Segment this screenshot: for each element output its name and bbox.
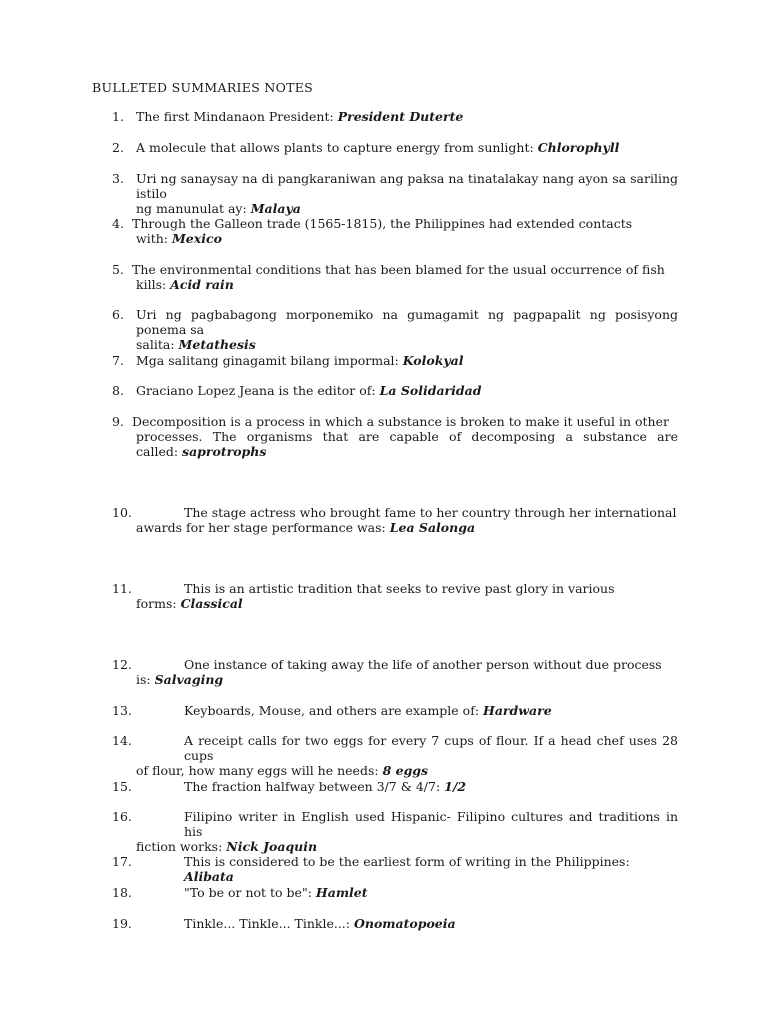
item-answer: Metathesis	[178, 337, 256, 352]
item-answer: Kolokyal	[402, 353, 464, 368]
list-item	[112, 779, 678, 794]
list-item	[112, 854, 678, 884]
list-item	[112, 262, 678, 292]
item-question: salita:	[136, 337, 179, 352]
item-number: 19.	[112, 916, 132, 931]
item-answer: Salvaging	[154, 672, 224, 687]
item-number: 3.	[112, 171, 124, 186]
item-question-line: Uri ng pagbabagong morponemiko na gumagamit ng pagpapalit ng posisyong ponema sa	[136, 307, 678, 337]
list-item	[112, 140, 678, 155]
item-answer: Alibata	[184, 869, 234, 884]
item-question-line: One instance of taking away the life of another person without due process	[184, 657, 662, 672]
item-answer: La Solidaridad	[379, 383, 482, 398]
item-number: 9.	[112, 414, 124, 429]
list-item	[112, 809, 678, 854]
item-answer: Lea Salonga	[389, 520, 476, 535]
item-answer: Onomatopoeia	[353, 916, 456, 931]
item-question: called:	[136, 444, 183, 459]
item-question: forms:	[136, 596, 181, 611]
item-number: 15.	[112, 779, 132, 794]
item-number: 13.	[112, 703, 132, 718]
item-answer: Hamlet	[315, 885, 368, 900]
list-item	[112, 171, 678, 216]
item-question: The fraction halfway between 3/7 & 4/7:	[184, 779, 445, 794]
item-question-line: Decomposition is a process in which a substance is broken to make it useful in other	[132, 414, 669, 429]
list-item	[112, 916, 678, 931]
item-number: 5.	[112, 262, 124, 277]
item-answer: 1/2	[444, 779, 467, 794]
item-number: 4.	[112, 216, 124, 231]
item-number: 16.	[112, 809, 132, 824]
page-title: BULLETED SUMMARIES NOTES	[92, 80, 314, 95]
list-item	[112, 307, 678, 352]
item-question-line: processes. The organisms that are capable of decomposing a substance are	[136, 429, 678, 444]
item-answer: Mexico	[171, 231, 222, 246]
item-question: Mga salitang ginagamit bilang impormal:	[136, 353, 403, 368]
item-question: ng manunulat ay:	[136, 201, 251, 216]
list-item	[112, 109, 678, 124]
item-question: This is considered to be the earliest form of writing in the Philippines:	[184, 854, 630, 869]
list-item	[112, 733, 678, 778]
item-number: 8.	[112, 383, 124, 398]
item-number: 17.	[112, 854, 132, 869]
item-question: A molecule that allows plants to capture energy from sunlight:	[136, 140, 538, 155]
item-answer: Classical	[180, 596, 243, 611]
item-question: fiction works:	[136, 839, 227, 854]
item-question-line: Uri ng sanaysay na di pangkaraniwan ang paksa na tinatalakay nang ayon sa sariling istilo	[136, 171, 678, 201]
item-question: is:	[136, 672, 155, 687]
list-item	[112, 414, 678, 459]
list-item	[112, 885, 678, 900]
item-number: 6.	[112, 307, 124, 322]
item-answer: saprotrophs	[182, 444, 267, 459]
list-item	[112, 383, 678, 398]
item-number: 11.	[112, 581, 132, 596]
item-question-line: Through the Galleon trade (1565-1815), the Philippines had extended contacts	[132, 216, 633, 231]
item-answer: 8 eggs	[382, 763, 429, 778]
item-number: 7.	[112, 353, 124, 368]
list-item	[112, 703, 678, 718]
item-question-line: Filipino writer in English used Hispanic- Filipino cultures and traditions in his	[184, 809, 678, 839]
item-answer: Hardware	[483, 703, 552, 718]
list-item	[112, 353, 678, 368]
item-number: 1.	[112, 109, 124, 124]
item-question: "To be or not to be":	[184, 885, 316, 900]
item-question: kills:	[136, 277, 171, 292]
item-question-line: This is an artistic tradition that seeks to revive past glory in various	[184, 581, 615, 596]
item-number: 14.	[112, 733, 132, 748]
item-answer: Acid rain	[170, 277, 234, 292]
list-item	[112, 216, 678, 246]
item-answer: Chlorophyll	[537, 140, 620, 155]
item-question: The first Mindanaon President:	[136, 109, 338, 124]
item-number: 10.	[112, 505, 132, 520]
list-item	[112, 657, 678, 687]
item-question-line: The environmental conditions that has been blamed for the usual occurrence of fish	[132, 262, 665, 277]
item-question-line: A receipt calls for two eggs for every 7 cups of flour. If a head chef uses 28 cups	[184, 733, 678, 763]
item-question: with:	[136, 231, 172, 246]
item-question: of flour, how many eggs will he needs:	[136, 763, 383, 778]
item-number: 18.	[112, 885, 132, 900]
list-item	[112, 581, 678, 611]
item-question: Tinkle... Tinkle... Tinkle...:	[184, 916, 354, 931]
item-question: awards for her stage performance was:	[136, 520, 390, 535]
item-number: 2.	[112, 140, 124, 155]
item-number: 12.	[112, 657, 132, 672]
item-question: Graciano Lopez Jeana is the editor of:	[136, 383, 380, 398]
item-answer: Nick Joaquin	[226, 839, 318, 854]
list-item	[112, 505, 678, 535]
item-question-line: The stage actress who brought fame to her country through her international	[184, 505, 677, 520]
item-answer: Malaya	[250, 201, 301, 216]
item-answer: President Duterte	[337, 109, 464, 124]
item-question: Keyboards, Mouse, and others are example of:	[184, 703, 484, 718]
